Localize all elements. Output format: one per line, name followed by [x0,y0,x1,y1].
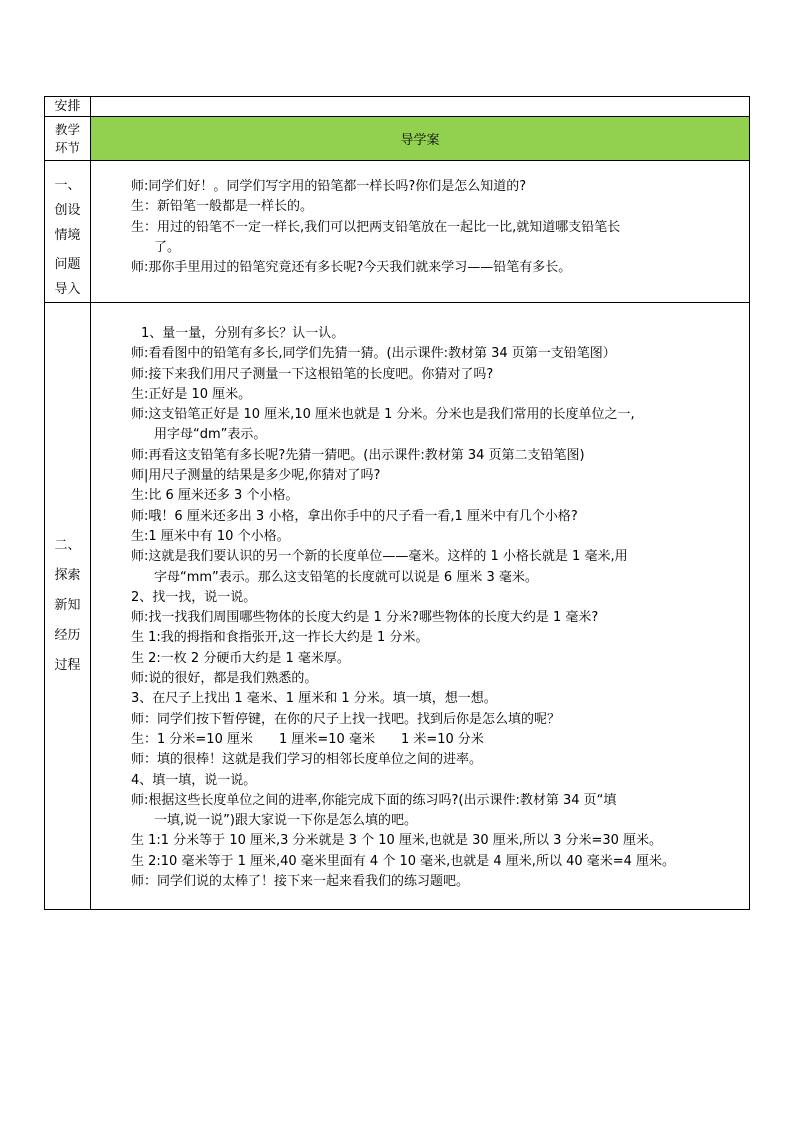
dialogue-line: 师:找一找我们周围哪些物体的长度大约是 1 分米?哪些物体的长度大约是 1 毫米? [131,610,599,626]
header-label-line2: 环节 [54,139,80,155]
section-1-content [91,161,749,302]
section-1-label [45,161,91,302]
dialogue-line: 生:比 6 厘米还多 3 个小格。 [131,488,299,504]
dialogue-line: 师：填的很棒！这就是我们学习的相邻长度单位之间的进率。 [131,752,483,768]
dialogue-line: 师：同学们按下暂停键，在你的尺子上找一找吧。找到后你是怎么填的呢？ [131,711,561,727]
section-2-label [45,303,91,909]
dialogue-line: 师:看看图中的铅笔有多长,同学们先猜一猜。(出示课件:教材第 34 页第一支铅笔图） [131,346,616,362]
dialogue-line: 师:哦！6 厘米还多出 3 小格，拿出你手中的尺子看一看,1 厘米中有几个小格? [131,508,578,524]
dialogue-line: 生 1:我的拇指和食指张开,这一拃长大约是 1 分米。 [131,630,429,646]
dialogue-line: 师:说的很好，都是我们熟悉的。 [131,671,318,687]
dialogue-line: 师:那你手里用过的铅笔究竟还有多长呢?今天我们就来学习——铅笔有多长。 [131,260,572,276]
section-2-label-line: 新知 [54,598,81,613]
step-heading: 3、在尺子上找出 1 毫米、1 厘米和 1 分米。填一填，想一想。 [131,691,497,707]
section-2-label-line: 经历 [54,628,81,643]
dialogue-line: 师:这就是我们要认识的另一个新的长度单位——毫米。这样的 1 小格长就是 1 毫米,用 [131,549,628,565]
dialogue-line: 生:正好是 10 厘米。 [131,386,252,402]
dialogue-line: 生 1:1 分米等于 10 厘米,3 分米就是 3 个 10 厘米,也就是 30 厘米,所以 3 分米=30 厘米。 [131,833,663,849]
lesson-table [44,96,750,910]
dialogue-line: 生：1 分米=10 厘米 1 厘米=10 毫米 1 米=10 分米 [131,731,484,747]
arrangement-label: 安排 [45,97,91,116]
section-1-label-line: 问题 [54,257,81,272]
dialogue-line: 生 2:10 毫米等于 1 厘米,40 毫米里面有 4 个 10 毫米,也就是 4 厘米,所以 40 毫米=4 厘米。 [131,853,676,869]
guide-plan-title: 导学案 [400,133,440,148]
section-1-label-line: 创设 [54,203,81,218]
dialogue-line: 师：同学们说的太棒了！接下来一起来看我们的练习题吧。 [131,874,470,890]
section-1-label-line: 情境 [54,228,81,243]
guide-plan-header [91,117,749,160]
dialogue-line: 生：用过的铅笔不一定一样长,我们可以把两支铅笔放在一起比一比,就知道哪支铅笔长 [131,219,621,235]
dialogue-line: 了。 [154,239,181,255]
dialogue-line: 师:这支铅笔正好是 10 厘米,10 厘米也就是 1 分米。分米也是我们常用的长度单位之一, [131,407,635,423]
section-2-row [45,303,749,909]
step-heading: 4、填一填，说一说。 [131,772,257,788]
dialogue-line: 生:1 厘米中有 10 个小格。 [131,528,290,544]
arrangement-row [45,97,749,117]
teaching-stage-header [45,117,91,160]
dialogue-line: 师:再看这支铅笔有多长呢?先猜一猜吧。(出示课件:教材第 34 页第二支铅笔图) [131,447,585,463]
section-2-label-line: 二、 [54,538,81,553]
header-label-line1: 教学 [54,121,80,137]
dialogue-line: 师:同学们好！。同学们写字用的铅笔都一样长吗?你们是怎么知道的? [131,179,527,194]
header-row [45,117,749,161]
section-2-label-line: 探索 [54,568,81,583]
section-2-label-line: 过程 [54,658,81,673]
dialogue-line: 师:根据这些长度单位之间的进率,你能完成下面的练习吗?(出示课件:教材第 34 页“填 [131,792,617,808]
dialogue-line: 字母“mm”表示。那么这支铅笔的长度就可以说是 6 厘米 3 毫米。 [154,569,538,585]
section-2-content [91,303,749,909]
step-heading: 2、找一找，说一说。 [131,589,257,605]
dialogue-line: 师:接下来我们用尺子测量一下这根铅笔的长度吧。你猜对了吗? [131,366,494,382]
dialogue-line: 生：新铅笔一般都是一样长的。 [131,199,314,215]
section-1-row [45,161,749,303]
section-1-label-line: 一、 [54,178,81,193]
arrangement-content [91,97,749,116]
section-1-label-line: 导入 [54,282,81,297]
step-heading: 1、量一量，分别有多长？认一认。 [141,326,345,341]
dialogue-line: 师|用尺子测量的结果是多少呢,你猜对了吗? [131,468,381,484]
dialogue-line: 生 2:一枚 2 分硬币大约是 1 毫米厚。 [131,650,350,666]
dialogue-line: 用字母“dm”表示。 [154,427,267,443]
dialogue-line: 一填,说一说”)跟大家说一下你是怎么填的吧。 [154,813,417,829]
